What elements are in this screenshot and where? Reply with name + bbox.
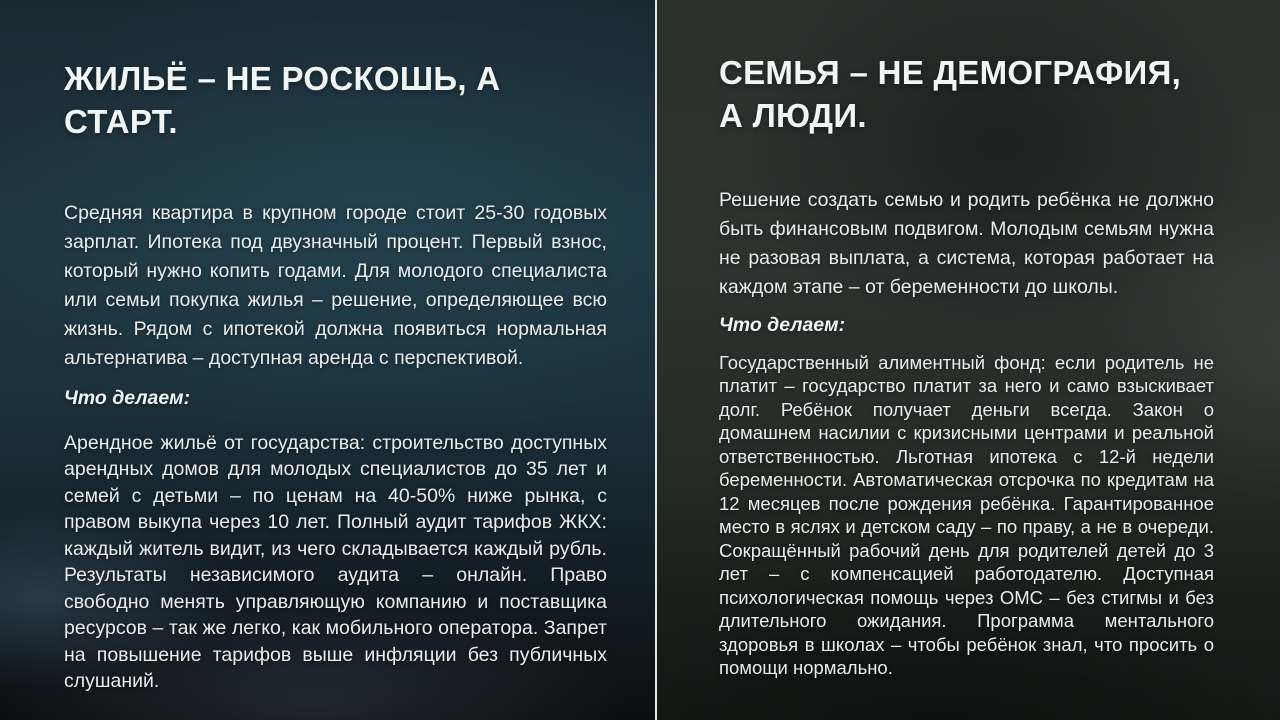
family-intro-paragraph: Решение создать семью и родить ребёнка не должно быть финансовым подвигом. Молодым семьям нужна не разовая выплата, а система, которая работает на каждом этапе – от беременности до школы.	[718, 188, 1214, 298]
family-title: СЕМЬЯ – НЕ ДЕМОГРАФИЯ, А ЛЮДИ.	[718, 54, 1182, 134]
housing-subheading: Что делаем:	[64, 386, 191, 409]
family-subheading: Что делаем:	[718, 313, 846, 336]
family-panel-content	[657, 0, 1280, 720]
housing-intro-paragraph: Средняя квартира в крупном городе стоит 25-30 годовых зарплат. Ипотека под двузначный процент. Первый взнос, который нужно копить годами. Для молодого специалиста или семьи покупка жилья – решение, определяющее всю жизнь. Рядом с ипотекой должна появиться нормальная альтернатива – доступная аренда с перспективой.	[64, 201, 607, 369]
housing-title: ЖИЛЬЁ – НЕ РОСКОШЬ, А СТАРТ.	[64, 60, 501, 140]
family-panel	[657, 0, 1280, 720]
family-body-paragraph: Государственный алиментный фонд: если родитель не платит – государство платит за него и само взыскивает долг. Ребёнок получает деньги всегда. Закон о домашнем насилии с кризисными центрами и реальной ответственностью. Льготная ипотека с 12-й недели беременности. Автоматическая отсрочка по кредитам на 12 месяцев после рождения ребёнка. Гарантированное место в яслях и детском саду – по праву, а не в очереди. Сокращённый рабочий день для родителей детей до 3 лет – с компенсацией работодателю. Доступная психологическая помощь через ОМС – без стигмы и без длительного ожидания. Программа ментального здоровья в школах – чтобы ребёнок знал, что просить о помощи нормально.	[718, 351, 1214, 679]
housing-body-paragraph: Арендное жильё от государства: строительство доступных арендных домов для молодых специалистов до 35 лет и семей с детьми – по ценам на 40-50% ниже рынка, с правом выкупа через 10 лет. Полный аудит тарифов ЖКХ: каждый житель видит, из чего складывается каждый рубль. Результаты независимого аудита – онлайн. Право свободно менять управляющую компанию и поставщика ресурсов – так же легко, как мобильного оператора. Запрет на повышение тарифов выше инфляции без публичных слушаний.	[64, 431, 607, 693]
